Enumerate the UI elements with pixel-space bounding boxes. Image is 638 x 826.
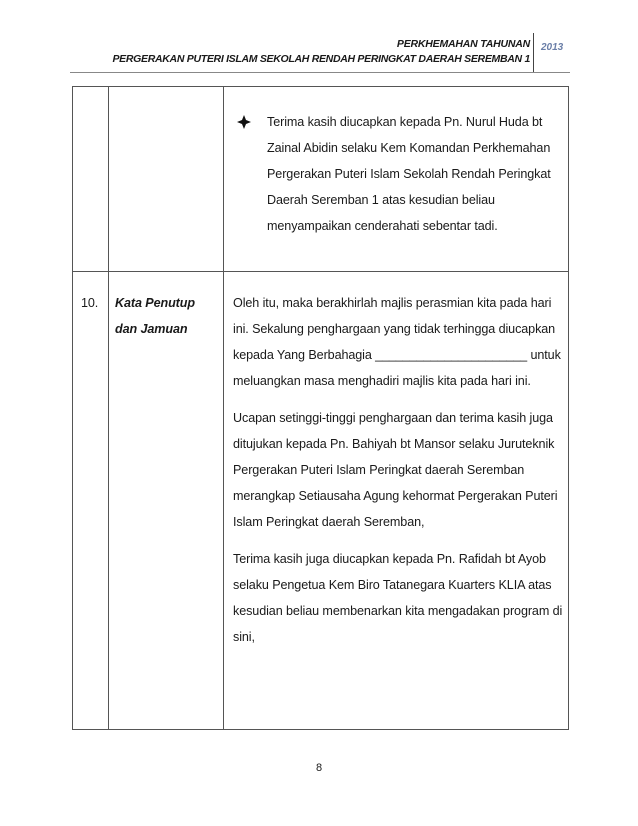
page-number: 8 <box>315 762 323 774</box>
header-title-line2: PERGERAKAN PUTERI ISLAM SEKOLAH RENDAH PERINGKAT DAERAH SEREMBAN 1 <box>112 53 530 65</box>
column-divider-2 <box>223 87 224 729</box>
header-year: 2013 <box>541 42 564 53</box>
row-label-line1: Kata Penutup <box>115 296 195 310</box>
paragraph-2: Ucapan setinggi-tinggi penghargaan dan terima kasih juga ditujukan kepada Pn. Bahiyah bt Mansor selaku Juruteknik Pergerakan Puteri Islam Peringkat daerah Seremban merangkap Setiausaha Agung kehormat Pergerakan Puteri Islam Peringkat daerah Seremban, <box>233 411 558 529</box>
row-divider <box>73 271 568 272</box>
column-divider-1 <box>108 87 109 729</box>
header-divider <box>533 33 534 73</box>
paragraph-3: Terima kasih juga diucapkan kepada Pn. Rafidah bt Ayob selaku Pengetua Kem Biro Tatanegara Kuarters KLIA atas kesudian beliau membenarkan kita mengadakan program di sini, <box>233 552 563 644</box>
page-header <box>0 0 638 80</box>
program-table <box>72 86 569 730</box>
header-rule <box>70 72 570 73</box>
bullet-text: Terima kasih diucapkan kepada Pn. Nurul Huda bt Zainal Abidin selaku Kem Komandan Perkhemahan Pergerakan Puteri Islam Sekolah Rendah Peringkat Daerah Seremban 1 atas kesudian beliau menyampaikan cenderahati sebentar tadi. <box>267 115 551 233</box>
row-label <box>115 290 220 342</box>
row-label-line2: dan Jamuan <box>115 322 188 336</box>
diamond-bullet-icon <box>237 115 251 129</box>
paragraph-1: Oleh itu, maka berakhirlah majlis perasmian kita pada hari ini. Sekalung penghargaan yang tidak terhingga diucapkan kepada Yang Berbahagia ______________________ untuk meluangkan masa menghadiri majlis kita pada hari ini. <box>233 296 561 388</box>
header-title-line1: PERKHEMAHAN TAHUNAN <box>396 38 530 50</box>
row-content <box>233 290 565 661</box>
row-number: 10. <box>81 296 99 310</box>
